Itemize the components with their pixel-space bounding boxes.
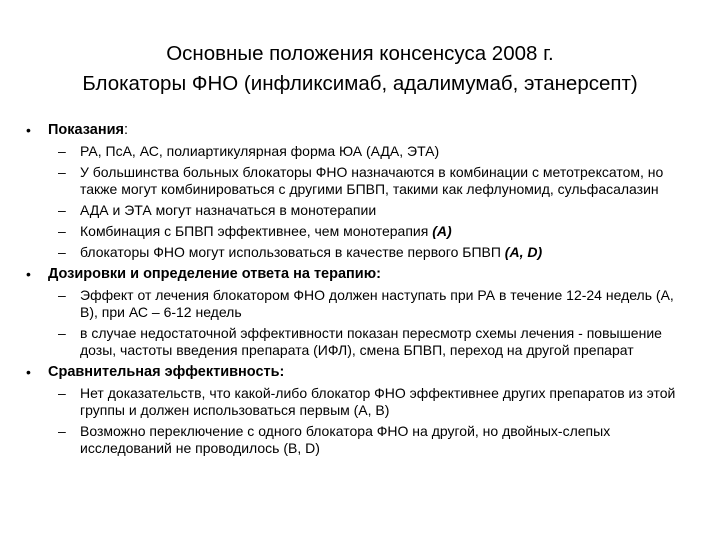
dash-marker: – [58,164,66,180]
sub-item [26,223,702,240]
bullet-dot: • [26,122,31,138]
dash-marker: – [58,423,66,439]
sub-item-text: Комбинация с БПВП эффективнее, чем монотерапия [80,223,429,239]
sub-item [26,385,702,419]
sub-item-text: АДА и ЭТА могут назначаться в монотерапии [80,202,377,218]
dash-marker: – [58,244,66,260]
bullet-heading: Сравнительная эффективность: [48,364,285,380]
sub-item [26,202,702,219]
dash-marker: – [58,287,66,303]
sub-item-text: У большинства больных блокаторы ФНО назначаются в комбинации с метотрексатом, но также могут комбинироваться с другими БПВП, такими как лефлуномид, сульфасалазин [80,164,664,197]
bullet-comparative-efficacy [26,363,702,381]
sub-item-text: блокаторы ФНО могут использоваться в качестве первого БПВП [80,244,501,260]
sub-item [26,325,702,359]
bullet-dot: • [26,266,31,282]
slide-title [20,39,700,99]
sub-item-text: Эффект от лечения блокатором ФНО должен наступать при РА в течение 12-24 недель (А, В), при АС – 6-12 недель [80,287,674,320]
dash-marker: – [58,385,66,401]
dash-marker: – [58,143,66,159]
bullet-dosing [26,265,702,283]
sub-item [26,244,702,261]
sub-item [26,423,702,457]
bullet-heading-suffix: : [124,122,129,138]
dash-marker: – [58,202,66,218]
bullet-indications [26,121,702,139]
sub-item [26,164,702,198]
title-line-2: Блокаторы ФНО (инфликсимаб, адалимумаб, этанерсепт) [82,72,638,95]
slide-content [26,119,702,457]
evidence-level: (A, D) [504,244,543,260]
sub-item-text: РА, ПсА, АС, полиартикулярная форма ЮА (АДА, ЭТА) [80,143,440,159]
bullet-dot: • [26,364,31,380]
dash-marker: – [58,223,66,239]
bullet-heading: Дозировки и определение ответа на терапию: [48,266,381,282]
title-line-1: Основные положения консенсуса 2008 г. [166,42,554,65]
sub-item [26,143,702,160]
sub-item-text: Возможно переключение с одного блокатора ФНО на другой, но двойных-слепых исследований не проводилось (B, D) [80,423,611,456]
evidence-level: (A) [432,223,452,239]
sub-item [26,287,702,321]
bullet-heading: Показания [48,122,124,138]
sub-item-text: Нет доказательств, что какой-либо блокатор ФНО эффективнее других препаратов из этой группы и должен использоваться первым (А, В) [80,385,676,418]
dash-marker: – [58,325,66,341]
sub-item-text: в случае недостаточной эффективности показан пересмотр схемы лечения - повышение дозы, частоты введения препарата (ИФЛ), смена БПВП, переход на другой препарат [80,325,662,358]
